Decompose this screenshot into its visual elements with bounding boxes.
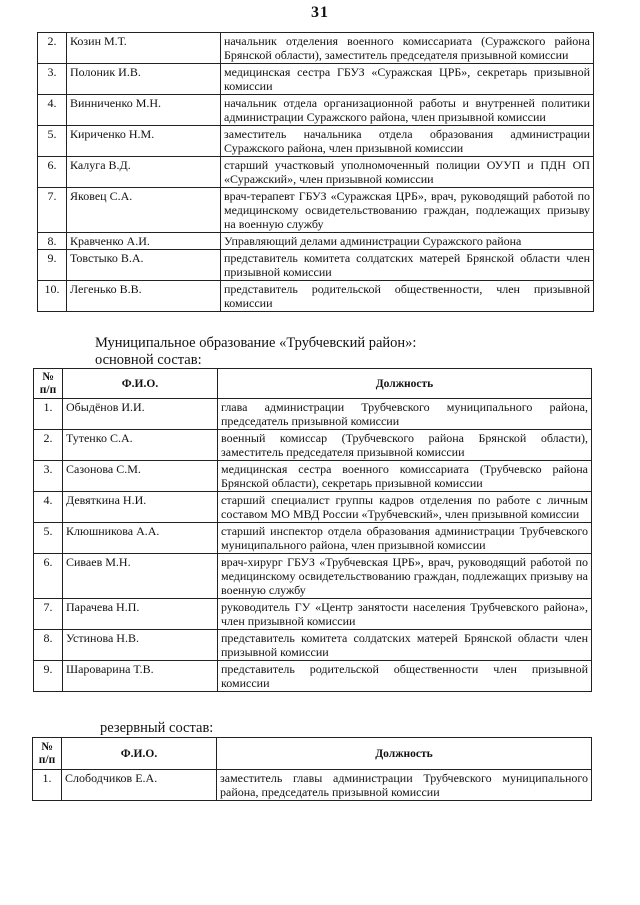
row-number: 10. (38, 281, 67, 312)
table-row (34, 523, 592, 554)
member-position: военный комиссар (Трубчевского района Брянской области), заместитель председателя призывной комиссии (218, 430, 592, 461)
row-number: 9. (38, 250, 67, 281)
member-name: Сиваев М.Н. (63, 554, 218, 599)
header-name: Ф.И.О. (62, 738, 217, 770)
member-name: Шароварина Т.В. (63, 661, 218, 692)
member-name: Девяткина Н.И. (63, 492, 218, 523)
row-number: 8. (38, 233, 67, 250)
row-number: 3. (38, 64, 67, 95)
table-header-row (33, 738, 592, 770)
table-row (34, 554, 592, 599)
table-row (34, 661, 592, 692)
table-row (34, 630, 592, 661)
header-position: Должность (217, 738, 592, 770)
header-name: Ф.И.О. (63, 369, 218, 399)
row-number: 1. (33, 770, 62, 801)
row-number: 7. (38, 188, 67, 233)
member-position: врач-терапевт ГБУЗ «Суражская ЦРБ», врач, руководящий работой по медицинскому освидетельствованию граждан, подлежащих призыву на военную службу (221, 188, 594, 233)
trubchevsk-reserve-table (32, 737, 592, 801)
row-number: 9. (34, 661, 63, 692)
member-position: представитель родительской общественности, член призывной комиссии (221, 281, 594, 312)
member-position: Управляющий делами администрации Суражского района (221, 233, 594, 250)
member-name: Клюшникова А.А. (63, 523, 218, 554)
member-name: Сазонова С.М. (63, 461, 218, 492)
table-row (34, 599, 592, 630)
table-row (38, 250, 594, 281)
row-number: 7. (34, 599, 63, 630)
row-number: 6. (34, 554, 63, 599)
main-composition-label: основной состав: (95, 352, 202, 368)
member-position: старший специалист группы кадров отделения по работе с личным составом МО МВД России «Трубчевский», член призывной комиссии (218, 492, 592, 523)
table-row (33, 770, 592, 801)
member-position: старший участковый уполномоченный полиции ОУУП и ПДН ОП «Суражский», член призывной комиссии (221, 157, 594, 188)
table-row (38, 33, 594, 64)
header-number: № п/п (34, 369, 63, 399)
row-number: 8. (34, 630, 63, 661)
member-name: Полоник И.В. (67, 64, 221, 95)
row-number: 6. (38, 157, 67, 188)
member-position: начальник отделения военного комиссариата (Суражского района Брянской области), заместитель председателя призывной комиссии (221, 33, 594, 64)
member-position: врач-хирург ГБУЗ «Трубчевская ЦРБ», врач, руководящий работой по медицинскому освидетельствованию граждан, подлежащих призыву на военную службу (218, 554, 592, 599)
trubchevsk-main-table (33, 368, 592, 692)
row-number: 2. (38, 33, 67, 64)
member-name: Обыдёнов И.И. (63, 399, 218, 430)
member-name: Товстыко В.А. (67, 250, 221, 281)
member-position: медицинская сестра ГБУЗ «Суражская ЦРБ», секретарь призывной комиссии (221, 64, 594, 95)
header-position: Должность (218, 369, 592, 399)
table-row (34, 430, 592, 461)
member-name: Калуга В.Д. (67, 157, 221, 188)
member-name: Яковец С.А. (67, 188, 221, 233)
member-name: Парачева Н.П. (63, 599, 218, 630)
member-position: заместитель начальника отдела образования администрации Суражского района, член призывной комиссии (221, 126, 594, 157)
member-position: старший инспектор отдела образования администрации Трубчевского муниципального района, член призывной комиссии (218, 523, 592, 554)
member-position: представитель родительской общественности член призывной комиссии (218, 661, 592, 692)
table-header-row (34, 369, 592, 399)
table-row (34, 461, 592, 492)
member-position: начальник отдела организационной работы и внутренней политики администрации Суражского района, член призывной комиссии (221, 95, 594, 126)
member-position: представитель комитета солдатских матерей Брянской области член призывной комиссии (218, 630, 592, 661)
member-name: Легенько В.В. (67, 281, 221, 312)
reserve-composition-label: резервный состав: (100, 720, 214, 736)
member-position: заместитель главы администрации Трубчевского муниципального района, председатель призывной комиссии (217, 770, 592, 801)
header-number: № п/п (33, 738, 62, 770)
table-row (38, 157, 594, 188)
row-number: 3. (34, 461, 63, 492)
table-row (38, 126, 594, 157)
page-number: 31 (311, 4, 329, 21)
table-row (34, 492, 592, 523)
row-number: 4. (38, 95, 67, 126)
member-name: Кириченко Н.М. (67, 126, 221, 157)
table-row (38, 64, 594, 95)
table-row (38, 188, 594, 233)
table-row (38, 95, 594, 126)
member-name: Устинова Н.В. (63, 630, 218, 661)
table-row (38, 233, 594, 250)
section-title: Муниципальное образование «Трубчевский район»: (95, 335, 417, 351)
member-name: Тутенко С.А. (63, 430, 218, 461)
surazh-commission-table (37, 32, 594, 312)
member-position: руководитель ГУ «Центр занятости населения Трубчевского района», член призывной комиссии (218, 599, 592, 630)
table-row (38, 281, 594, 312)
table-row (34, 399, 592, 430)
row-number: 5. (38, 126, 67, 157)
row-number: 2. (34, 430, 63, 461)
member-position: медицинская сестра военного комиссариата (Трубчевско района Брянской области), секретарь призывной комиссии (218, 461, 592, 492)
member-name: Кравченко А.И. (67, 233, 221, 250)
row-number: 1. (34, 399, 63, 430)
member-name: Козин М.Т. (67, 33, 221, 64)
member-position: представитель комитета солдатских матерей Брянской области член призывной комиссии (221, 250, 594, 281)
row-number: 4. (34, 492, 63, 523)
row-number: 5. (34, 523, 63, 554)
member-name: Слободчиков Е.А. (62, 770, 217, 801)
member-position: глава администрации Трубчевского муниципального района, председатель призывной комиссии (218, 399, 592, 430)
member-name: Винниченко М.Н. (67, 95, 221, 126)
